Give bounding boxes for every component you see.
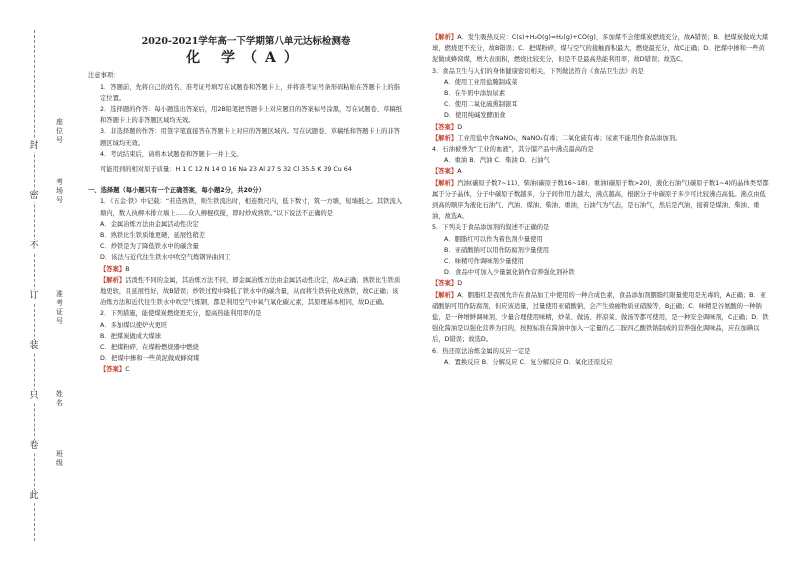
seal-char: 订 [29, 291, 39, 301]
option: C．使用二氧化硫熏制银耳 [444, 101, 518, 109]
question-stem: 4．石油被誉为“工业的血液”，其分馏产品中沸点最高的是 [432, 146, 594, 154]
option: D．食品中可加入少量氯化钠作营养强化剂补铁 [444, 269, 575, 277]
analysis-line [432, 32, 770, 66]
option: C．味精可作调味剂少量使用 [444, 258, 524, 266]
analysis-tag: 【解析】 [432, 34, 458, 41]
answer-line [88, 364, 404, 375]
field-exam-room[interactable] [54, 178, 65, 205]
exam-title: 2020-2021学年高一下学期第八单元达标检测卷 [141, 36, 351, 47]
right-column [432, 32, 770, 368]
answer-tag: 【答案】 [100, 265, 126, 273]
analysis-text: 工业用盐中含NaNO₂，NaNO₂有毒；二氧化硫有毒；尿素不能用作食品添加剂。 [457, 134, 682, 142]
notice-item: 3．非选择题的作答：用签字笔直接答在答题卡上对应的答题区域内。写在试题卷、草稿纸和答题卡上的非答题区域均无效。 [100, 128, 400, 147]
field-label: 姓名 [56, 390, 63, 407]
left-column [88, 32, 404, 376]
field-label: 班级 [56, 450, 63, 467]
analysis-tag: 【解析】 [432, 179, 458, 187]
option: D．使用纯碱发酵面食 [444, 112, 506, 120]
option: C．把煤粉碎，在煤粉燃烧器中燃烧 [100, 344, 199, 352]
analysis-text: A．胭脂红是我国允许在食品加工中使用的一种合成色素，食品添加剂胭脂红限量使用是无毒的，A正确；B．亚硝酸钠可用作防腐剂，但应该适量，过量使用亚硝酸钠，会产生致癌物质亚硝胺等，B正确；C．味精是谷氨酸的一种钠盐，是一种增鲜调味剂，少量合理使用味精，炒菜、做汤、拌凉菜、做汤等都可使用，是一种安全调味剂，C正确；D．铁强化酱油是以强化营养为目的，按照标准在酱油中加入一定量的乙二胺四乙酸铁钠制成的营养强化调味品，应在加碘以后，D错误；故选D。 [432, 291, 769, 344]
seal-char: 只 [29, 391, 39, 401]
field-label: 考场号 [56, 178, 63, 204]
seal-char: 封 [29, 141, 39, 151]
question-stem: 2．下列措施，能使煤炭燃烧更充分，提高热能利用率的是 [100, 310, 262, 318]
option: B．熟铁比生铁质地更硬，延展性稍差 [100, 232, 206, 240]
option: B．亚硝酸钠可以用作防腐剂少量使用 [444, 246, 550, 254]
question-stem: 3．食品卫生与人们的身体健康密切相关，下列做法符合《食品卫生法》的是 [432, 67, 644, 75]
option: D．该法与近代往生铁水中吹空气炼钢异曲同工 [100, 254, 231, 262]
answer-tag: 【答案】 [100, 366, 126, 374]
question-stem: 5．下列关于食品添加剂的叙述不正确的是 [432, 224, 550, 232]
option: B．在牛奶中添加尿素 [444, 90, 505, 98]
notice-item: 1．答题前，先将自己的姓名、准考证号填写在试题卷和答题卡上，并将准考证号条形码粘贴在答题卡上的指定位置。 [100, 83, 400, 102]
analysis-line [432, 133, 770, 144]
answer-line [432, 122, 770, 133]
answer-value: D [457, 280, 463, 288]
analysis-tag: 【解析】 [100, 276, 126, 284]
field-seat-number[interactable] [54, 118, 65, 145]
option: A．多加煤以使炉火更旺 [100, 321, 168, 329]
option-row: A．重油 B．汽油 C．柴油 D．石油气 [444, 157, 550, 165]
notice-item: 2．选择题的作答：每小题选出答案后，用2B铅笔把答题卡上对应题目的答案标号涂黑，写在试题卷、草稿纸和答题卡上的非答题区域均无效。 [100, 106, 402, 125]
analysis-text: 汽油(碳原子数7~11)、柴油(碳原子数16~18)、重油(碳原子数>20)，液化石油气(碳原子数1~4)的晶体类型都属于分子晶体，分子中碳原子数越多，分子间作用力越大，沸点越高，根据分子中碳原子多少可比较沸点高低。沸点由低到高的顺序为液化石油气、汽油、煤油、柴油、重油，石油气为气态，是石油气，然后是汽油，接着是煤油、柴油、重油，故选A。 [432, 179, 769, 221]
field-class[interactable] [54, 450, 65, 468]
binding-line [34, 30, 35, 541]
option: A．胭脂红可以作为着色剂少量使用 [444, 235, 543, 243]
section-heading: 一、选择题（每小题只有一个正确答案，每小题2分，共20分） [88, 187, 265, 195]
subject-title: 化 学（A） [186, 50, 306, 67]
seal-char: 不 [29, 241, 39, 251]
answer-line [432, 278, 770, 289]
analysis-tag: 【解析】 [432, 291, 458, 299]
option: C．炒铁是为了降低铁水中的碳含量 [100, 243, 199, 251]
field-admission-number[interactable] [54, 290, 65, 326]
option: A．金属冶炼方法由金属活动性决定 [100, 220, 199, 228]
analysis-text: A．发生吸热反应：C(s)+H₂O(g)=H₂(g)+CO(g)，多加煤不会使煤炭燃烧充分，故A错误；B．把煤炭做成大煤球，燃烧更不充分，故B错误；C．把煤粉碎，煤与空气的接触面积最大，燃烧最充分，故C正确；D．把煤中掺和一些黄泥做成蜂窝煤，增大表面积，燃烧比较充分，但是不是最高热能利用率，故D错误；故选C。 [432, 34, 769, 64]
seal-char: 密 [29, 191, 39, 201]
analysis-text: 活泼性不同的金属，其冶炼方法不同，即金属冶炼方法由金属活动性决定，故A正确；熟铁比生铁质地更软，且延展性好，故B错误；炒铁过程中降低了铁水中的碳含量，从而将生铁转化成熟铁，故C正确；该冶炼方法和近代往生铁水中吹空气炼钢，都是利用空气中氧气氧化碳元素，其原理基本相同，故D正确。 [100, 276, 401, 307]
analysis-tag: 【解析】 [432, 134, 458, 142]
option: B．把煤炭做成大煤球 [100, 332, 161, 340]
answer-line [432, 166, 770, 177]
answer-value: A [457, 168, 462, 176]
answer-value: D [457, 123, 463, 131]
answer-line [88, 264, 404, 275]
notice-title: 注意事项： [88, 72, 120, 80]
notice-item: 4．考试结束后，请将本试题卷和答题卡一并上交。 [100, 150, 243, 158]
answer-tag: 【答案】 [432, 168, 458, 176]
question-stem: 6．热还原法冶炼金属的反应一定是 [432, 347, 531, 355]
field-name[interactable] [54, 390, 65, 408]
question-stem: 1．《五金·铁》中记载：“若造熟铁，则生铁流出时，相连数尺内，低下数寸，筑一方塘，短墙抵之。其铁流入塘内，数人执柳木排立墙上……众人柳棍疾搅，即时炒成熟铁。”以下说法不正确的是 [100, 198, 403, 217]
option: A．使用工业用盐腌制咸菜 [444, 78, 518, 86]
option-row: A．置换反应 B．分解反应 C．复分解反应 D．氧化还原反应 [444, 358, 613, 366]
analysis-line [88, 275, 404, 309]
field-label: 座位号 [56, 118, 63, 144]
answer-value: B [125, 265, 130, 273]
answer-tag: 【答案】 [432, 280, 458, 288]
binding-margin [0, 0, 80, 561]
answer-tag: 【答案】 [432, 123, 458, 131]
analysis-line [432, 290, 770, 346]
analysis-line [432, 178, 770, 223]
option: D．把煤中掺和一些黄泥做成蜂窝煤 [100, 355, 200, 363]
answer-value: C [125, 366, 130, 374]
seal-char: 此 [29, 491, 39, 501]
field-label: 准考证号 [56, 290, 63, 325]
seal-char: 卷 [29, 441, 39, 451]
atomic-masses: 可能用到的相对原子质量：H 1 C 12 N 14 O 16 Na 23 Al 27 S 32 Cl 35.5 K 39 Cu 64 [100, 166, 352, 174]
seal-char: 装 [29, 341, 39, 351]
